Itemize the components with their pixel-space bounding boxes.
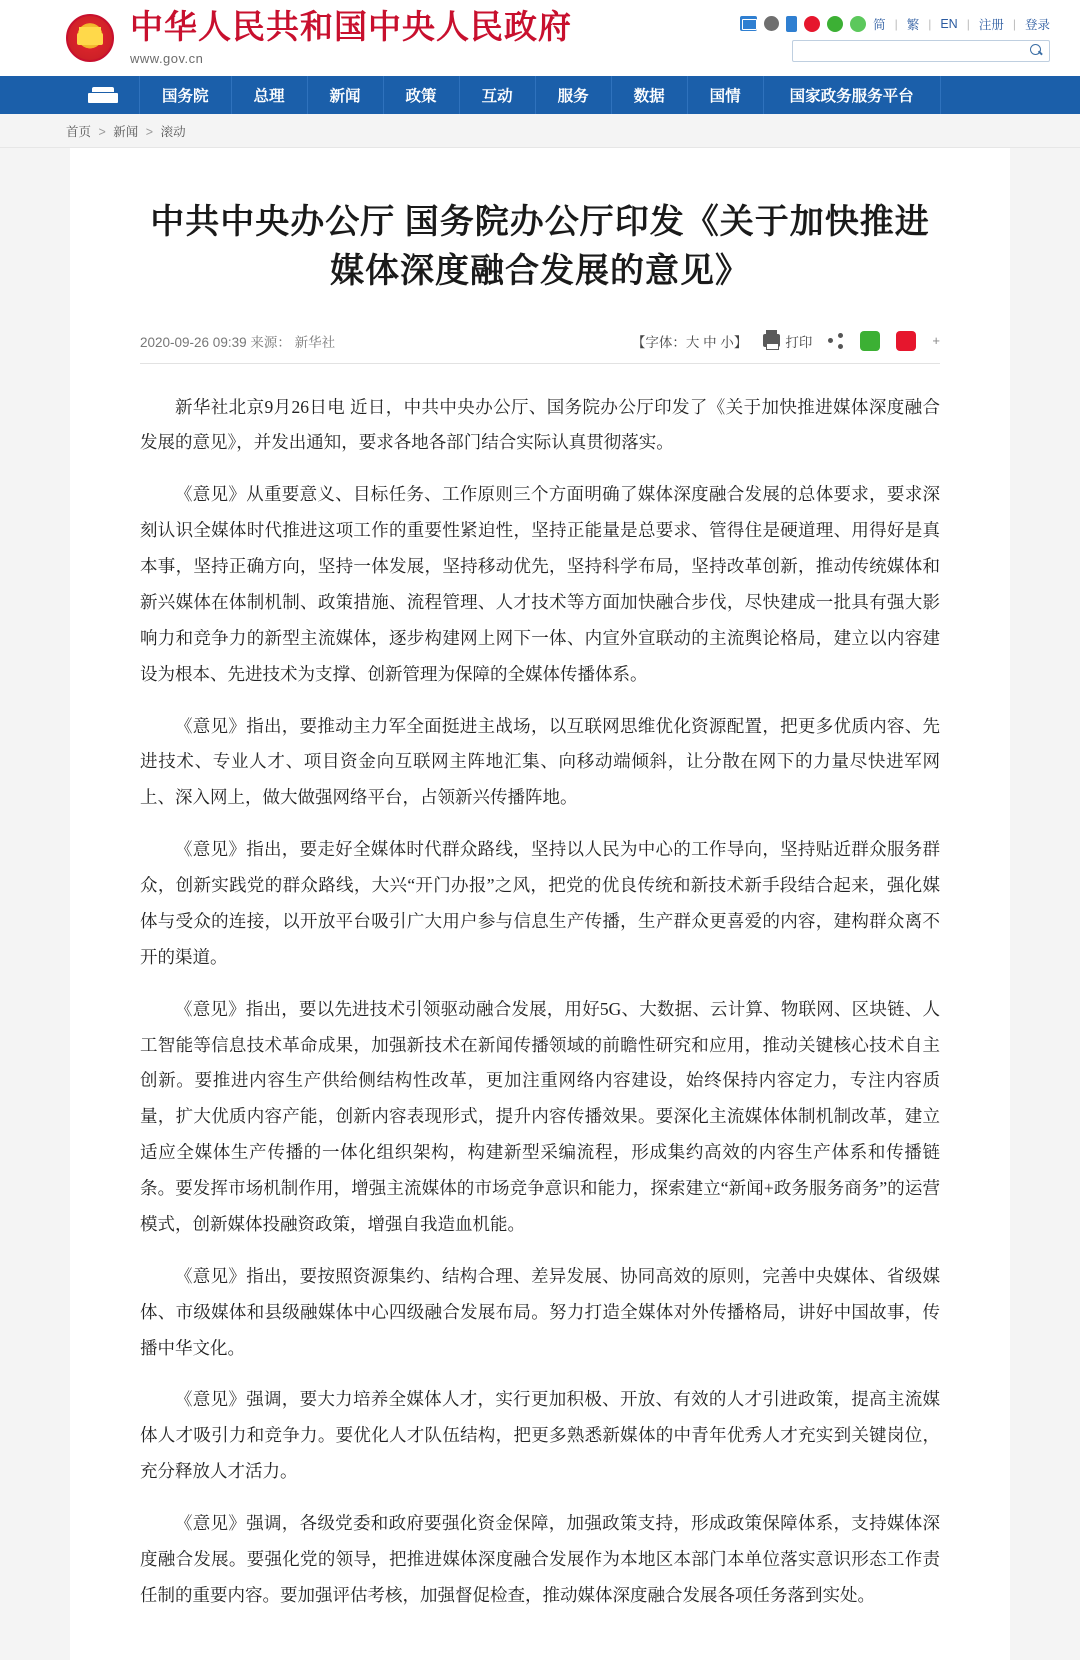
breadcrumb-bar (0, 114, 1080, 148)
search-icon[interactable] (1030, 44, 1043, 57)
nav-item-news[interactable]: 新闻 (308, 76, 384, 114)
main-navigation (0, 76, 1080, 114)
site-branding (130, 10, 572, 65)
wechat-channel-icon[interactable] (850, 16, 866, 32)
site-header (0, 0, 1080, 76)
divider: | (894, 16, 898, 31)
fontsize-option-large[interactable]: 大 (685, 334, 700, 350)
header-utilities (740, 15, 1058, 62)
article-paragraph: 新华社北京9月26日电 近日，中共中央办公厅、国务院办公厅印发了《关于加快推进媒体深度融合发展的意见》，并发出通知，要求各地各部门结合实际认真贯彻落实。 (140, 396, 940, 453)
fontsize-control (632, 331, 748, 351)
divider: | (928, 16, 932, 31)
site-name: 中华人民共和国中央人民政府 (130, 10, 572, 47)
mail-icon[interactable] (740, 16, 757, 31)
article-meta (140, 331, 940, 364)
article-container (70, 148, 1010, 1660)
mobile-icon[interactable] (786, 16, 797, 32)
site-url: www.gov.cn (130, 50, 204, 66)
nav-item-interaction[interactable]: 互动 (460, 76, 536, 114)
divider: | (966, 16, 970, 31)
lang-simplified-link[interactable]: 简 (873, 17, 886, 32)
article-paragraph: 《意见》指出，要推动主力军全面挺进主战场，以互联网思维优化资源配置，把更多优质内容、先进技术、专业人才、项目资金向互联网主阵地汇集、向移动端倾斜，让分散在网下的力量尽快进军网上、深入网上，做大做强网络平台，占领新兴传播阵地。 (140, 715, 940, 808)
wechat-icon[interactable] (827, 16, 843, 32)
article-body (140, 390, 940, 1614)
nav-item-national-profile[interactable]: 国情 (688, 76, 764, 114)
article-paragraph: 《意见》从重要意义、目标任务、工作原则三个方面明确了媒体深度融合发展的总体要求，要求深刻认识全媒体时代推进这项工作的重要性紧迫性，坚持正能量是总要求、管得住是硬道理、用得好是真本事，坚持正确方向，坚持一体发展，坚持移动优先，坚持科学布局，坚持改革创新，推动传统媒体和新兴媒体在体制机制、政策措施、流程管理、人才技术等方面加快融合步伐，尽快建成一批具有强大影响力和竞争力的新型主流媒体，逐步构建网上网下一体、内宣外宣联动的主流舆论格局，建立以内容建设为根本、先进技术为支撑、创新管理为保障的全媒体传播体系。 (140, 484, 940, 684)
article-paragraph: 《意见》指出，要以先进技术引领驱动融合发展，用好5G、大数据、云计算、物联网、区块链、人工智能等信息技术革命成果，加强新技术在新闻传播领域的前瞻性研究和应用，推动关键核心技术自主创新。要推进内容生产供给侧结构性改革，更加注重网络内容建设，始终保持内容定力，专注内容质量，扩大优质内容产能，创新内容表现形式，提升内容传播效果。要深化主流媒体体制机制改革，建立适应全媒体生产传播的一体化组织架构，构建新型采编流程，形成集约高效的内容生产体系和传播链条。要发挥市场机制作用，增强主流媒体的市场竞争意识和能力，探索建立“新闻+政务服务商务”的运营模式，创新媒体投融资政策，增强自我造血机能。 (140, 998, 940, 1234)
gate-home-icon (88, 87, 118, 104)
article-background (0, 148, 1080, 1660)
print-button[interactable] (763, 331, 812, 351)
breadcrumb-item-rolling[interactable]: 滚动 (160, 124, 186, 139)
print-label: 打印 (785, 334, 813, 350)
wechat-share-icon[interactable] (860, 331, 880, 351)
share-icon[interactable] (828, 333, 844, 349)
breadcrumb-separator: > (98, 124, 106, 139)
page-title: 中共中央办公厅 国务院办公厅印发《关于加快推进媒体深度融合发展的意见》 (150, 204, 930, 291)
printer-icon (763, 334, 780, 347)
nav-item-state-council[interactable]: 国务院 (140, 76, 232, 114)
article-paragraph: 《意见》强调，要大力培养全媒体人才，实行更加积极、开放、有效的人才引进政策，提高主流媒体人才吸引力和竞争力。要优化人才队伍结构，把更多熟悉新媒体的中青年优秀人才充实到关键岗位，充分释放人才活力。 (140, 1389, 940, 1482)
utility-icon-row (740, 15, 1050, 33)
article-meta-right (632, 331, 940, 351)
login-link[interactable]: 登录 (1024, 17, 1050, 32)
weibo-share-icon[interactable] (896, 331, 916, 351)
search-box[interactable] (792, 40, 1050, 62)
fontsize-label: 【字体： (631, 334, 686, 350)
article-source-label: 来源： (250, 334, 291, 350)
rss-icon[interactable] (764, 16, 779, 31)
breadcrumb-separator: > (145, 124, 154, 139)
article-date: 2020-09-26 09:39 (140, 334, 247, 350)
breadcrumb-item-news[interactable]: 新闻 (113, 124, 139, 139)
divider: | (1012, 16, 1016, 31)
article-source: 新华社 (294, 334, 336, 350)
lang-traditional-link[interactable]: 繁 (906, 17, 920, 32)
nav-item-service[interactable]: 服务 (536, 76, 612, 114)
fontsize-option-medium[interactable]: 中 (703, 334, 717, 350)
lang-english-link[interactable]: EN (940, 16, 958, 31)
nav-item-data[interactable]: 数据 (612, 76, 688, 114)
search-input[interactable] (799, 43, 1030, 59)
breadcrumb (66, 122, 186, 140)
article-paragraph: 《意见》强调，各级党委和政府要强化资金保障，加强政策支持，形成政策保障体系，支持媒体深度融合发展。要强化党的领导，把推进媒体深度融合发展作为本地区本部门本单位落实意识形态工作责任制的重要内容。要加强评估考核，加强督促检查，推动媒体深度融合发展各项任务落到实处。 (140, 1513, 940, 1605)
nav-item-premier[interactable]: 总理 (232, 76, 308, 114)
article-paragraph: 《意见》指出，要按照资源集约、结构合理、差异发展、协同高效的原则，完善中央媒体、省级媒体、市级媒体和县级融媒体中心四级融合发展布局。努力打造全媒体对外传播格局，讲好中国故事，传播中华文化。 (140, 1265, 940, 1358)
more-share-button[interactable]: + (932, 333, 940, 349)
nav-item-policy[interactable]: 政策 (384, 76, 460, 114)
nav-item-gov-service-platform[interactable]: 国家政务服务平台 (764, 76, 941, 114)
national-emblem-icon (66, 14, 114, 62)
fontsize-option-small[interactable]: 小 (720, 334, 734, 350)
article-paragraph: 《意见》指出，要走好全媒体时代群众路线，坚持以人民为中心的工作导向，坚持贴近群众服务群众，创新实践党的群众路线，大兴“开门办报”之风，把党的优良传统和新技术新手段结合起来，强化媒体与受众的连接，以开放平台吸引广大用户参与信息生产传播，生产群众更喜爱的内容，建构群众离不开的渠道。 (140, 839, 940, 967)
nav-home-button[interactable] (66, 76, 140, 114)
weibo-icon[interactable] (804, 16, 820, 32)
register-link[interactable]: 注册 (978, 17, 1004, 32)
breadcrumb-item-home[interactable]: 首页 (66, 124, 92, 139)
fontsize-label-end: 】 (733, 334, 748, 350)
article-meta-left (140, 331, 335, 351)
